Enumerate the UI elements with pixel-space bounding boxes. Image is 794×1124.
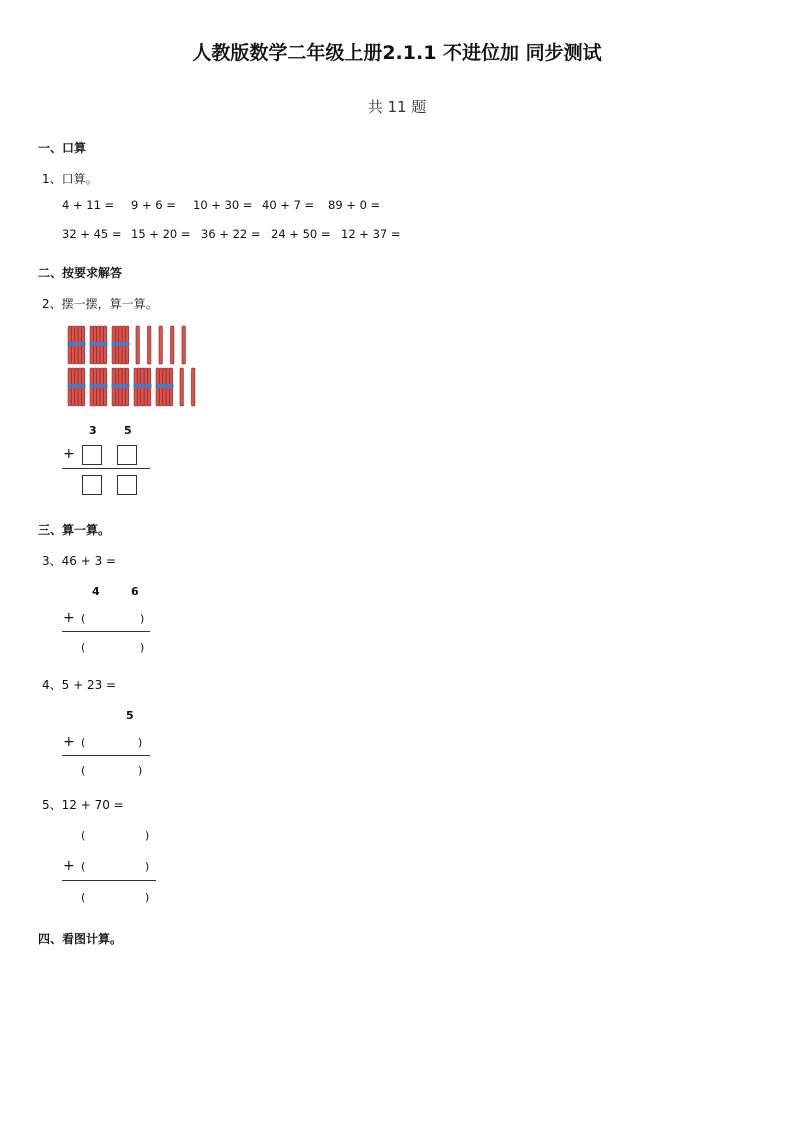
rubber-band bbox=[112, 384, 130, 388]
single-stick-icon bbox=[192, 368, 195, 406]
open-paren: ( bbox=[81, 764, 86, 777]
question-count: 共 11 题 bbox=[367, 98, 427, 116]
page-title: 人教版数学二年级上册2.1.1 不进位加 同步测试 bbox=[192, 42, 602, 64]
stick-bundle-icon bbox=[90, 368, 108, 406]
open-paren: ( bbox=[81, 829, 86, 842]
plus-sign: + bbox=[63, 734, 75, 750]
open-paren: ( bbox=[81, 891, 86, 904]
section-heading-answer: 二、按要求解答 bbox=[38, 266, 123, 280]
open-paren: ( bbox=[81, 612, 86, 625]
open-paren: ( bbox=[81, 641, 86, 654]
sum-line bbox=[62, 631, 150, 632]
rubber-band bbox=[90, 342, 108, 346]
open-paren: ( bbox=[81, 860, 86, 873]
ones-digit: 5 bbox=[124, 424, 132, 437]
close-paren: ) bbox=[145, 860, 150, 873]
oral-calc-item: 9 + 6 = bbox=[131, 198, 176, 212]
oral-calc-item: 4 + 11 = bbox=[62, 198, 115, 212]
oral-calc-item: 10 + 30 = bbox=[193, 198, 253, 212]
stick-bundle-icon bbox=[90, 326, 108, 364]
section-heading-oral-calc: 一、口算 bbox=[38, 141, 87, 155]
rubber-band bbox=[68, 342, 86, 346]
oral-calc-item: 36 + 22 = bbox=[201, 227, 261, 241]
oral-calc-item: 12 + 37 = bbox=[341, 227, 401, 241]
answer-box-ones-sum[interactable] bbox=[117, 475, 137, 495]
oral-calc-item: 89 + 0 = bbox=[328, 198, 381, 212]
tens-digit: 4 bbox=[92, 585, 100, 598]
single-stick-icon bbox=[180, 368, 183, 406]
counting-sticks-illustration bbox=[66, 322, 206, 412]
oral-calc-item: 24 + 50 = bbox=[271, 227, 331, 241]
oral-calc-item: 32 + 45 = bbox=[62, 227, 122, 241]
stick-bundle-icon bbox=[112, 368, 130, 406]
rubber-band bbox=[134, 384, 152, 388]
stick-bundle-icon bbox=[68, 326, 86, 364]
question-3-label: 3、46 + 3 = bbox=[42, 554, 117, 568]
ones-digit: 6 bbox=[131, 585, 139, 598]
single-stick-icon bbox=[159, 326, 162, 364]
section-heading-calculate: 三、算一算。 bbox=[38, 523, 111, 537]
question-2-label: 2、摆一摆，算一算。 bbox=[42, 297, 158, 311]
open-paren: ( bbox=[81, 736, 86, 749]
plus-sign: + bbox=[63, 446, 75, 462]
sum-line bbox=[62, 468, 150, 469]
close-paren: ) bbox=[140, 612, 145, 625]
sum-line bbox=[62, 755, 150, 756]
stick-bundle-icon bbox=[134, 368, 152, 406]
oral-calc-item: 40 + 7 = bbox=[262, 198, 315, 212]
rubber-band bbox=[156, 384, 174, 388]
answer-box-tens-sum[interactable] bbox=[82, 475, 102, 495]
answer-box-ones-addend[interactable] bbox=[117, 445, 137, 465]
stick-bundle-icon bbox=[68, 368, 86, 406]
close-paren: ) bbox=[140, 641, 145, 654]
rubber-band bbox=[90, 384, 108, 388]
single-stick-icon bbox=[136, 326, 139, 364]
section-heading-picture-calc: 四、看图计算。 bbox=[38, 932, 123, 946]
stick-bundle-icon bbox=[112, 326, 130, 364]
question-4-label: 4、5 + 23 = bbox=[42, 678, 117, 692]
answer-box-tens-addend[interactable] bbox=[82, 445, 102, 465]
rubber-band bbox=[112, 342, 130, 346]
oral-calc-item: 15 + 20 = bbox=[131, 227, 191, 241]
close-paren: ) bbox=[138, 736, 143, 749]
single-stick-icon bbox=[171, 326, 174, 364]
ones-digit: 5 bbox=[126, 709, 134, 722]
single-stick-icon bbox=[182, 326, 185, 364]
question-5-label: 5、12 + 70 = bbox=[42, 798, 124, 812]
close-paren: ) bbox=[145, 829, 150, 842]
sum-line bbox=[62, 880, 156, 881]
question-1-label: 1、口算。 bbox=[42, 172, 98, 186]
close-paren: ) bbox=[145, 891, 150, 904]
single-stick-icon bbox=[148, 326, 151, 364]
tens-digit: 3 bbox=[89, 424, 97, 437]
close-paren: ) bbox=[138, 764, 143, 777]
plus-sign: + bbox=[63, 610, 75, 626]
stick-bundle-icon bbox=[156, 368, 174, 406]
plus-sign: + bbox=[63, 858, 75, 874]
rubber-band bbox=[68, 384, 86, 388]
